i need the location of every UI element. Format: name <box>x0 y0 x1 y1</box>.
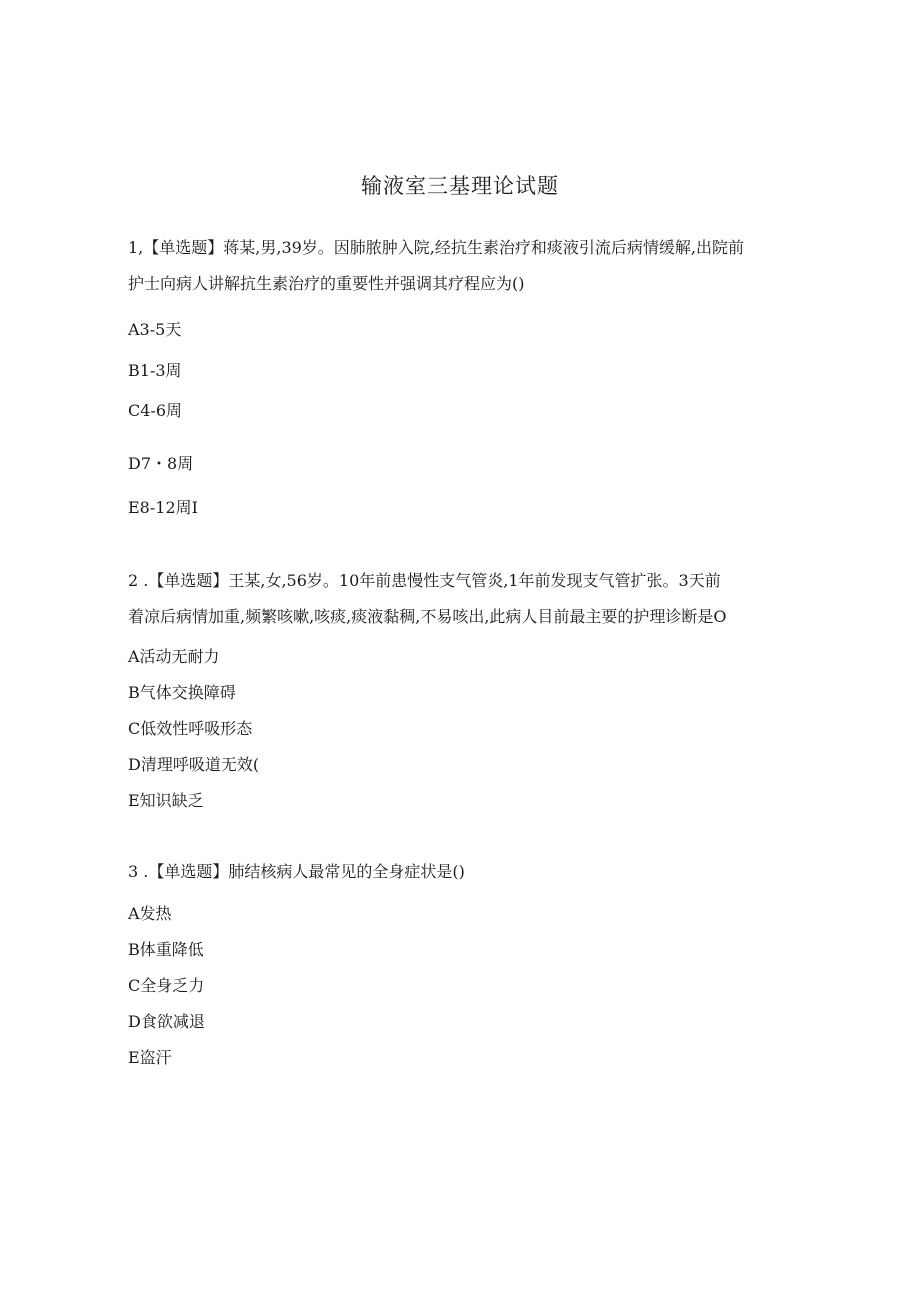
option-b: B1-3周 <box>128 361 182 380</box>
option-e: E8-12周I <box>128 498 198 517</box>
option-a: A发热 <box>128 904 172 923</box>
option-d: D7・8周 <box>128 454 194 473</box>
option-c: C低效性呼吸形态 <box>128 719 253 738</box>
question-stem-line: 1,【单选题】蒋某,男,39岁。因肺脓肿入院,经抗生素治疗和痰液引流后病情缓解,出院前 <box>128 238 744 257</box>
option-e: E盗汗 <box>128 1048 172 1067</box>
question-stem-line: 护士向病人讲解抗生素治疗的重要性并强调其疗程应为() <box>128 274 525 293</box>
option-c: C4-6周 <box>128 401 183 420</box>
option-a: A活动无耐力 <box>128 647 220 666</box>
question-stem-line: 着凉后病情加重,频繁咳嗽,咳痰,痰液黏稠,不易咳出,此病人目前最主要的护理诊断是O <box>128 607 727 626</box>
option-b: B体重降低 <box>128 940 204 959</box>
option-d: D清理呼吸道无效( <box>128 755 260 774</box>
page-title: 输液室三基理论试题 <box>361 174 559 198</box>
option-a: A3-5天 <box>128 320 182 339</box>
question-stem-line: 3 .【单选题】肺结核病人最常见的全身症状是() <box>128 862 465 881</box>
option-d: D食欲减退 <box>128 1012 205 1031</box>
option-b: B气体交换障碍 <box>128 683 236 702</box>
option-c: C全身乏力 <box>128 976 205 995</box>
question-stem-line: 2 .【单选题】王某,女,56岁。10年前患慢性支气管炎,1年前发现支气管扩张。3天前 <box>128 571 721 590</box>
option-e: E知识缺乏 <box>128 791 204 810</box>
